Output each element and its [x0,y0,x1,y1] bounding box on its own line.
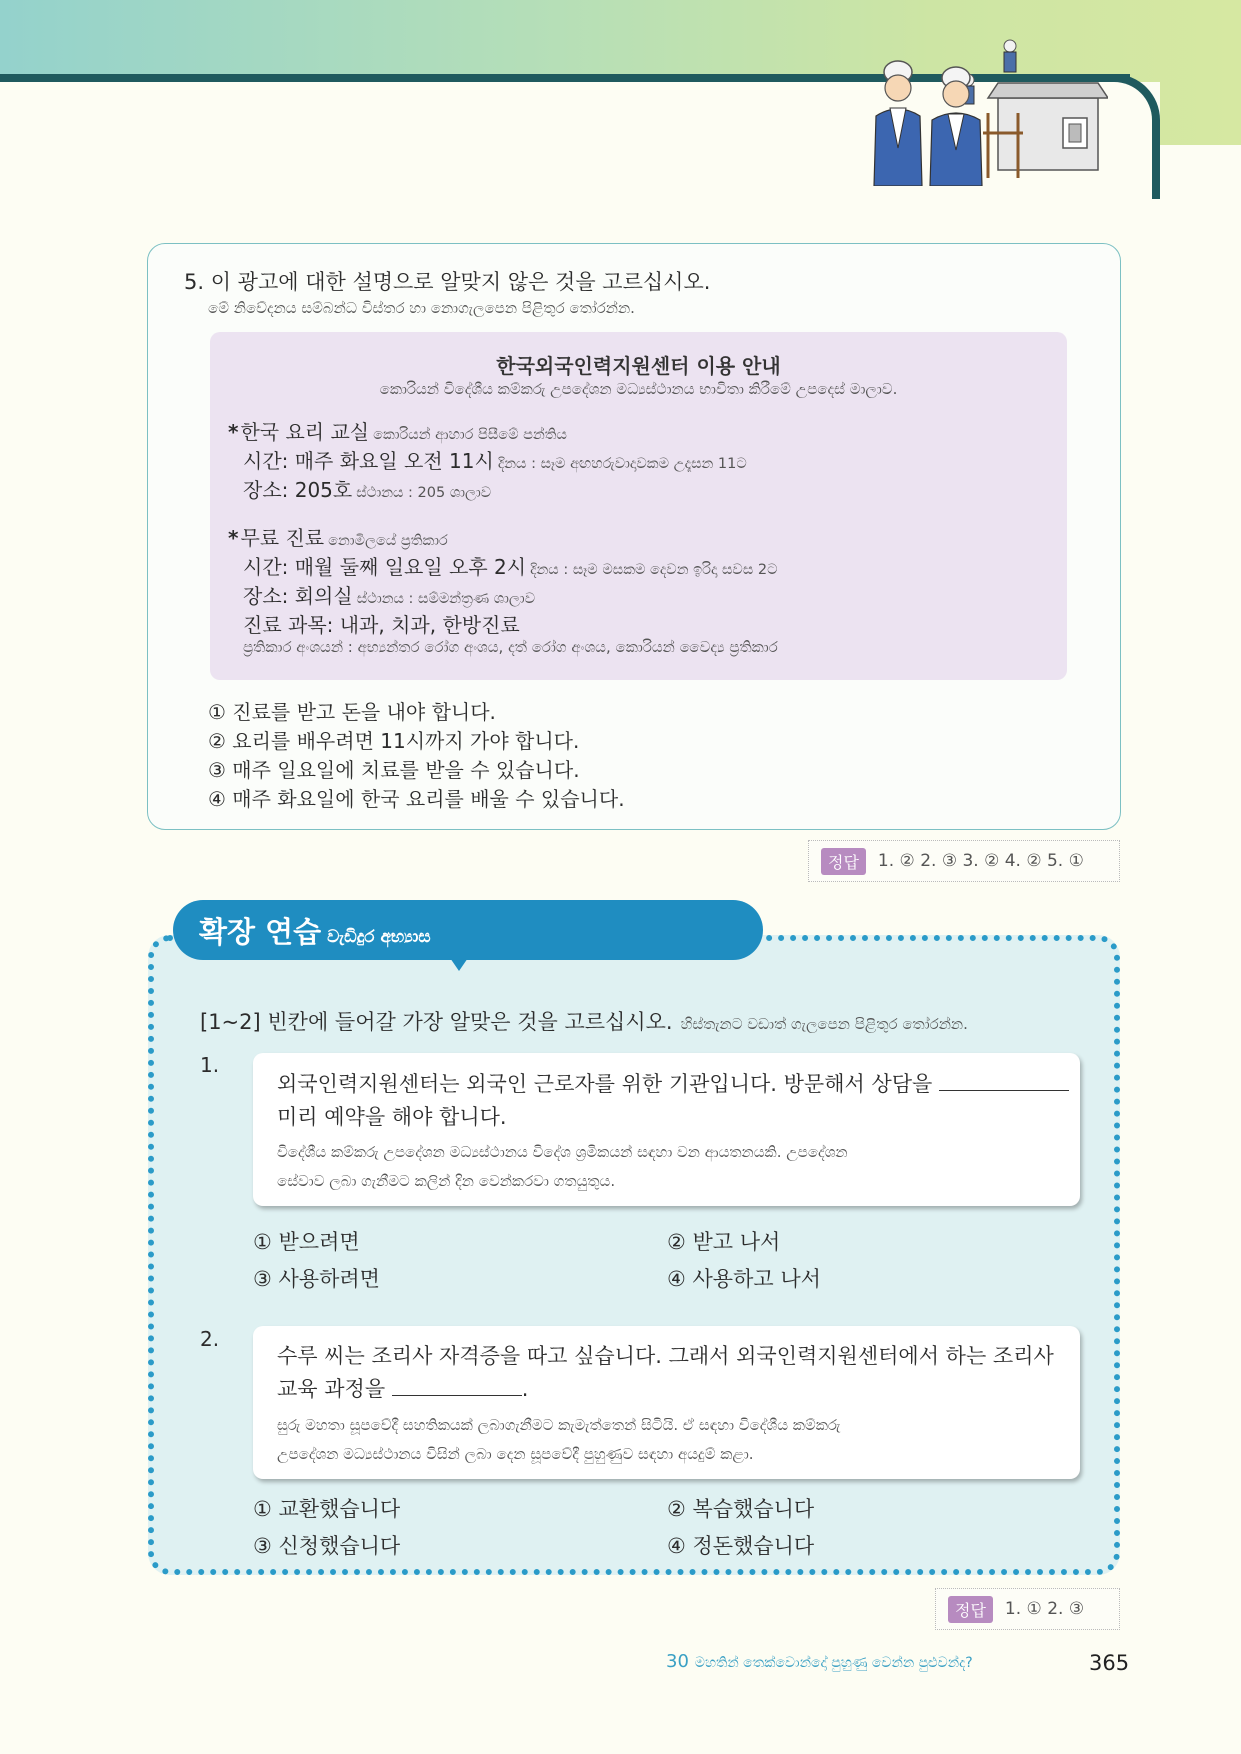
item-2-option-3[interactable]: ③ 신청했습니다 [253,1534,401,1558]
item-1-option-2[interactable]: ② 받고 나서 [667,1230,781,1254]
item-2-prompt-box [253,1326,1080,1479]
item-2-prompt-line-2: 교육 과정을 . [277,1377,529,1401]
item-1-translation-line-1: විදේශීය කම්කරු උපදේශන මධ්‍යස්ථානය විදේශ ශ්‍රමිකයන් සඳහා වන ආයතනයකි. උපදේශන [277,1143,848,1161]
question-5-option-3[interactable]: ③ 매주 일요일에 치료를 받을 수 있습니다. [208,758,580,782]
asterisk-icon: * [228,420,239,444]
cooking-class-heading: * 한국 요리 교실 කොරියන් ආහාර පිසීමේ පන්තිය [228,420,567,444]
question-5-option-2[interactable]: ② 요리를 배우려면 11시까지 가야 합니다. [208,729,580,753]
answer-badge: 정답 [821,848,866,875]
question-5-title: 5. 이 광고에 대한 설명으로 알맞지 않은 것을 고르십시오. [184,270,711,294]
question-5-subtitle: මේ නිවේදනය සම්බන්ධ විස්තර හා නොගැලපෙන පිළිතුර තෝරන්න. [208,299,635,317]
free-clinic-heading: * 무료 진료 නොමිලයේ ප්‍රතිකාර [228,526,448,550]
free-clinic-time: 시간: 매월 둘째 일요일 오후 2시 දිනය : සෑම මසකම දෙවන ඉරිදා සවස 2ට [243,555,778,579]
extension-practice-title: 확장 연습 වැඩිදුර අභ්‍යාස [199,915,431,949]
answer-key-text: 1. ① 2. ③ [1004,1599,1085,1619]
item-1-blank [939,1072,1069,1091]
cooking-class-place: 장소: 205호 ස්ථානය : 205 ශාලාව [243,478,492,502]
advertisement-title-translation: කොරියන් විදේශීය කම්කරු උපදේශන මධ්‍යස්ථානය භාවිතා කිරීමේ උපදෙස් මාලාව. [379,380,898,398]
item-2-translation-line-2: උපදේශන මධ්‍යස්ථානය විසින් ලබා දෙන සූපවේදී පුහුණුව සඳහා අයදුම් කළා. [277,1445,754,1463]
item-1-option-3[interactable]: ③ 사용하려면 [253,1267,380,1291]
page-number: 365 [1089,1651,1130,1675]
question-5-option-4[interactable]: ④ 매주 화요일에 한국 요리를 배울 수 있습니다. [208,787,625,811]
item-2-prompt-line-1: 수루 씨는 조리사 자격증을 따고 싶습니다. 그래서 외국인력지원센터에서 하는 조리사 [277,1344,1054,1368]
item-2-option-1[interactable]: ① 교환했습니다 [253,1497,401,1521]
item-1-prompt-line-2: 미리 예약을 해야 합니다. [277,1105,507,1129]
asterisk-icon: * [228,526,239,550]
item-1-number: 1. [200,1053,220,1077]
item-1-translation-line-2: සේවාව ලබා ගැනීමට කලින් දින වෙන්කරවා ගතයුතුය. [277,1172,616,1190]
item-1-prompt-box [253,1053,1080,1206]
answer-key-text: 1. ② 2. ③ 3. ② 4. ② 5. ① [877,851,1084,871]
construction-workers-icon [868,38,1108,186]
free-clinic-place: 장소: 회의실 ස්ථානය : සම්මන්ත්‍රණ ශාලාව [243,584,536,608]
footer-chapter: 30 මහතින් තෙක්වොන්දෝ පුහුණු වෙන්න පුළුවන්ද? [666,1651,973,1672]
item-1-option-1[interactable]: ① 받으려면 [253,1230,360,1254]
item-1-prompt-line-1: 외국인력지원센터는 외국인 근로자를 위한 기관입니다. 방문해서 상담을 [277,1068,1069,1098]
item-2-option-2[interactable]: ② 복습했습니다 [667,1497,815,1521]
item-2-blank [392,1377,522,1396]
question-5-option-1[interactable]: ① 진료를 받고 돈을 내야 합니다. [208,700,496,724]
header-rule-curve [1100,74,1160,199]
free-clinic-subjects-translation: ප්‍රතිකාර අංශයන් : අභ්‍යන්තර රෝග අංශය, දත් රෝග අංශය, කොරියන් වෛද්‍ය ප්‍රතිකාර [243,638,778,656]
free-clinic-subjects: 진료 과목: 내과, 치과, 한방진료 [243,613,520,637]
advertisement-box [210,332,1067,680]
item-2-number: 2. [200,1327,220,1351]
extension-practice-tab-notch [448,955,470,971]
item-2-option-4[interactable]: ④ 정돈했습니다 [667,1534,815,1558]
extension-instruction: [1~2] 빈칸에 들어갈 가장 알맞은 것을 고르십시오. හිස්තැනට වඩාත් ගැලපෙන පිළිතුර තෝරන්න. [200,1010,968,1034]
question-5-card [147,243,1121,830]
item-1-option-4[interactable]: ④ 사용하고 나서 [667,1267,821,1291]
answer-key-extension [935,1588,1120,1630]
item-2-translation-line-1: සුරු මහතා සූපවේදී සහතිකයක් ලබාගැනීමට කැමැත්තෙන් සිටියි. ඒ සඳහා විදේශීය කම්කරු [277,1416,841,1434]
cooking-class-time: 시간: 매주 화요일 오전 11시 දිනය : සෑම අඟහරුවාදාවකම උදෑසන 11ට [243,449,747,473]
answer-badge: 정답 [948,1596,993,1623]
advertisement-title: 한국외국인력지원센터 이용 안내 [496,354,781,378]
answer-key-previous [808,840,1120,882]
